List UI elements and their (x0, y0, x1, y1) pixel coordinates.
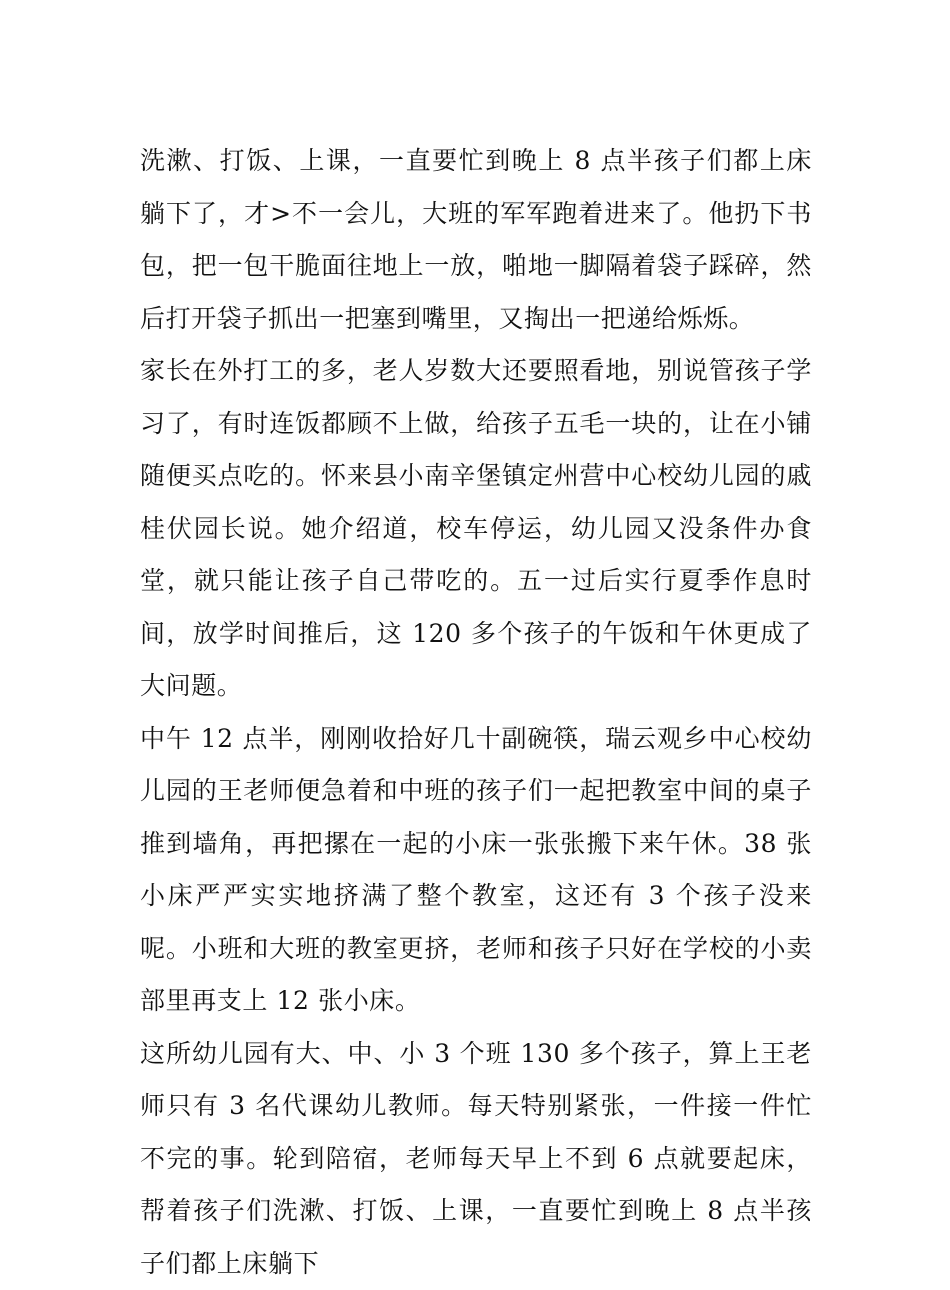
paragraph-3: 中午 12 点半，刚刚收拾好几十副碗筷，瑞云观乡中心校幼儿园的王老师便急着和中班的孩子们一起把教室中间的桌子推到墙角，再把摞在一起的小床一张张搬下来午休。38 张小床严严实实地挤满了整个教室，这还有 3 个孩子没来呢。小班和大班的教室更挤，老师和孩子只好在学校的小卖部里再支上 12 张小床。 (140, 713, 812, 1028)
paragraph-4: 这所幼儿园有大、中、小 3 个班 130 多个孩子，算上王老师只有 3 名代课幼儿教师。每天特别紧张，一件接一件忙不完的事。轮到陪宿，老师每天早上不到 6 点就要起床，帮着孩子们洗漱、打饭、上课，一直要忙到晚上 8 点半孩子们都上床躺下 (140, 1028, 812, 1290)
document-body (140, 135, 812, 1290)
paragraph-1: 洗漱、打饭、上课，一直要忙到晚上 8 点半孩子们都上床躺下了，才>不一会儿，大班的军军跑着进来了。他扔下书包，把一包干脆面往地上一放，啪地一脚隔着袋子踩碎，然后打开袋子抓出一把塞到嘴里，又掏出一把递给烁烁。 (140, 135, 812, 345)
paragraph-2: 家长在外打工的多，老人岁数大还要照看地，别说管孩子学习了，有时连饭都顾不上做，给孩子五毛一块的，让在小铺随便买点吃的。怀来县小南辛堡镇定州营中心校幼儿园的戚桂伏园长说。她介绍道，校车停运，幼儿园又没条件办食堂，就只能让孩子自己带吃的。五一过后实行夏季作息时间，放学时间推后，这 120 多个孩子的午饭和午休更成了大问题。 (140, 345, 812, 713)
